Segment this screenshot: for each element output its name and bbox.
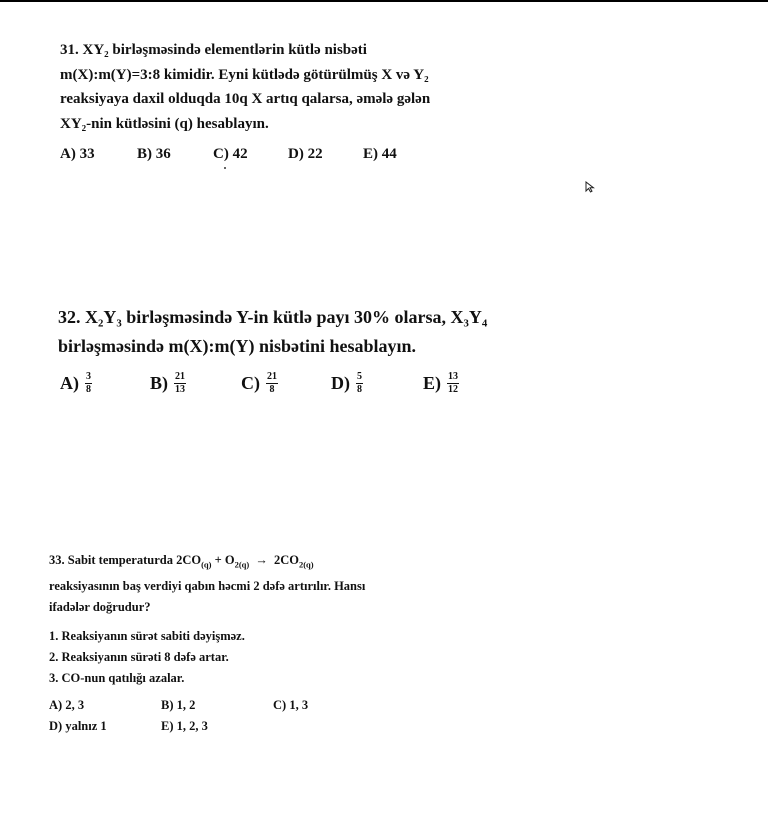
fraction-numerator: 3 [86,371,91,382]
option-e[interactable]: E) 1, 2, 3 [161,718,208,733]
question-33-line: ifadələr doğrudur? [49,599,151,614]
option-a[interactable]: A) 33 [60,146,95,162]
fraction-denominator: 8 [357,384,362,395]
fraction [266,372,278,395]
option-c[interactable]: C) 42 [213,146,248,162]
question-31-line: XY₂-nin kütləsini (q) hesablayın. [60,115,269,132]
product-co2-subscript: 2(q) [298,559,314,570]
statement: 3. CO-nun qatılığı azalar. [49,670,185,685]
top-border [0,0,768,2]
reaction-arrow-icon: → [255,553,268,567]
option-e[interactable]: E) 44 [363,146,397,162]
reaction-equation [176,553,314,570]
statement: 1. Reaksiyanın sürət sabiti dəyişməz. [49,628,245,643]
option-label: E) [423,373,441,393]
fraction-denominator: 12 [448,384,458,395]
reactant-o2: O [224,553,235,567]
question-31 [60,38,430,168]
question-31-options [60,142,430,168]
fraction-denominator: 8 [269,384,275,395]
fraction-numerator: 21 [175,371,185,382]
fraction [447,372,459,395]
question-33-intro: 33. Sabit temperaturda [49,553,173,567]
option-b[interactable]: B) 1, 2 [161,697,196,712]
product-co2: 2CO [273,553,299,567]
reactant-co-state: (q) [201,559,212,570]
mouse-cursor-icon [585,181,595,193]
option-a[interactable]: A) 2, 3 [49,697,85,712]
option-c[interactable]: C) 1, 3 [273,697,309,712]
option-c[interactable] [241,369,278,398]
question-33 [49,550,365,737]
question-32-line: birləşməsində m(X):m(Y) nisbətini hesablayın. [58,336,417,356]
option-label: B) [150,373,168,393]
option-a[interactable] [60,369,92,398]
option-d[interactable] [331,369,363,398]
question-33-options [49,695,365,737]
fraction [85,372,92,395]
question-33-first-line [49,550,365,576]
option-label: D) [331,373,350,393]
fraction-denominator: 13 [175,384,185,395]
option-b[interactable] [150,369,186,398]
option-d[interactable]: D) yalnız 1 [49,718,107,733]
fraction-numerator: 21 [267,371,277,382]
question-33-statements [49,626,365,689]
plus-sign: + [214,553,222,567]
option-label: A) [60,373,79,393]
question-32-line: 32. X₂Y₃ birləşməsində Y-in kütlə payı 30% olarsa, X₃Y₄ [58,307,488,327]
question-31-line: reaksiyaya daxil olduqda 10q X artıq qalarsa, əmələ gələn [60,91,431,107]
fraction [356,372,363,395]
option-b[interactable]: B) 36 [137,146,171,162]
question-31-line: 31. XY₂ birləşməsində elementlərin kütlə nisbəti [60,42,367,58]
question-32 [58,303,487,403]
fraction-numerator: 5 [357,371,362,382]
question-31-line: m(X):m(Y)=3:8 kimidir. Eyni kütlədə götürülmüş X və Y₂ [60,66,429,83]
question-33-line: reaksiyasının baş verdiyi qabın həcmi 2 dəfə artırılır. Hansı [49,578,366,593]
fraction-numerator: 13 [448,371,458,382]
reactant-co: 2CO [176,553,202,567]
question-32-options [58,369,487,403]
statement: 2. Reaksiyanın sürəti 8 dəfə artar. [49,649,229,664]
option-e[interactable] [423,369,459,398]
fraction-denominator: 8 [86,384,91,395]
reactant-o2-subscript: 2(q) [234,559,250,570]
option-d[interactable]: D) 22 [288,146,323,162]
option-label: C) [241,373,260,393]
fraction [174,372,186,395]
